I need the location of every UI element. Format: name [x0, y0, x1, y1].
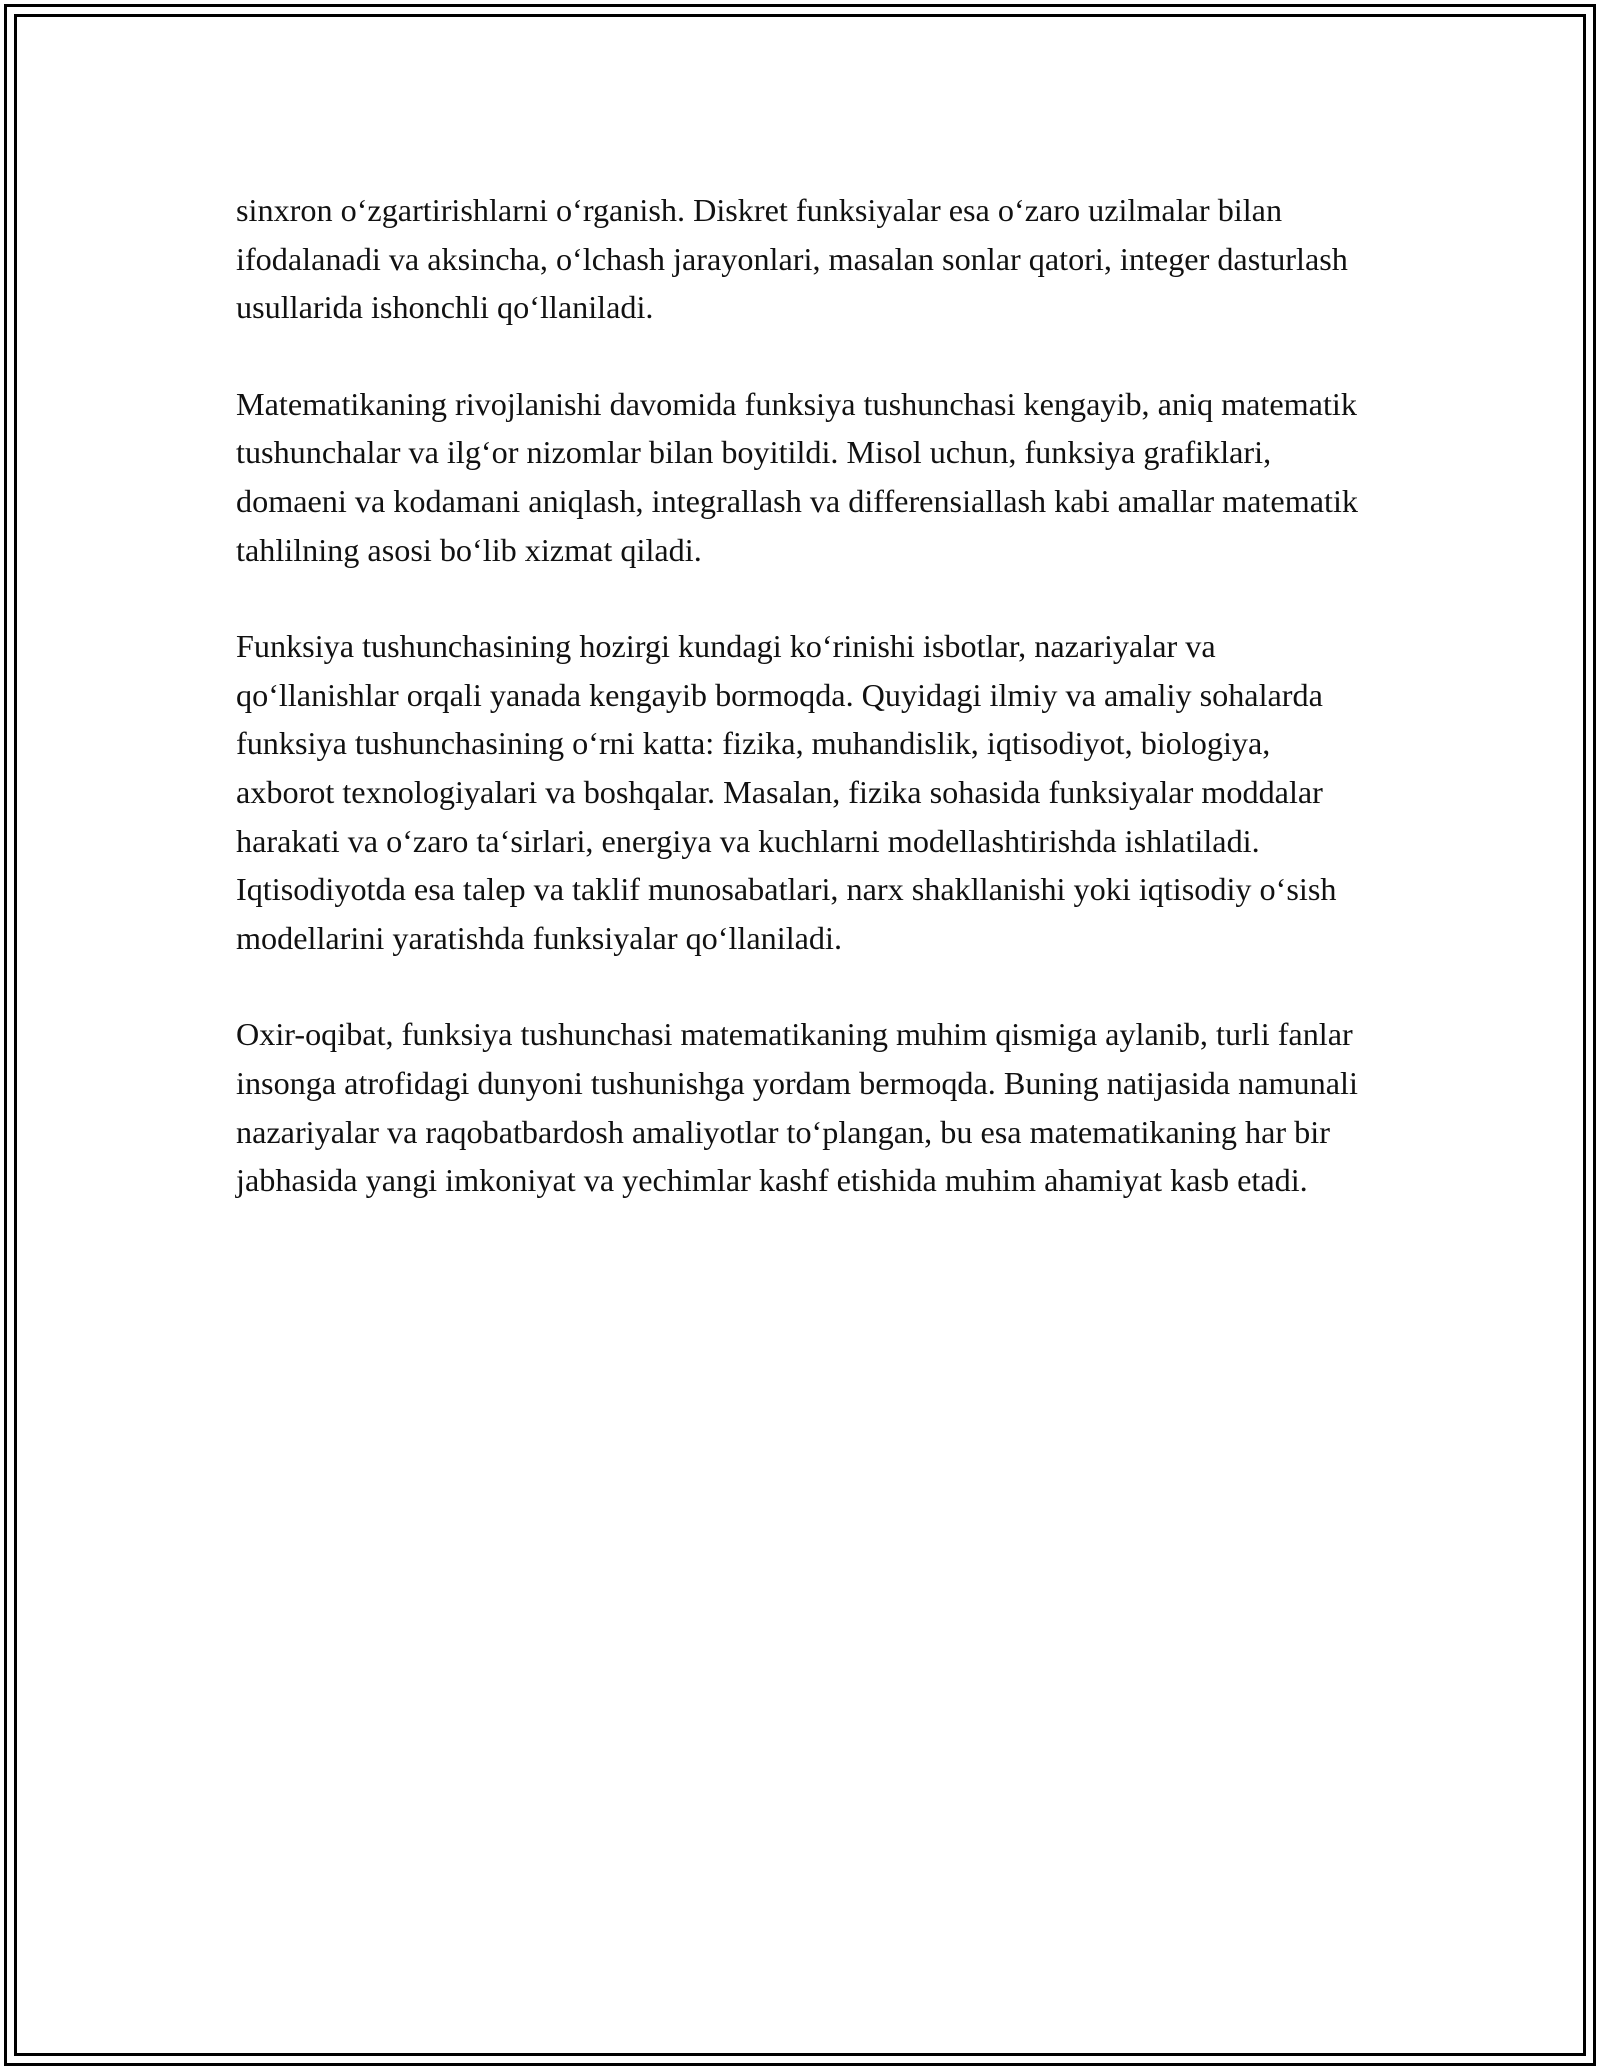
document-body: [236, 186, 1376, 1253]
paragraph-3: Funksiya tushunchasining hozirgi kundagi ko‘rinishi isbotlar, nazariyalar va qo‘llanishlar orqali yanada kengayib bormoqda. Quyidagi ilmiy va amaliy sohalarda funksiya tushunchasining o‘rni katta: fizika, muhandislik, iqtisodiyot, biologiya, axborot texnologiyalari va boshqalar. Masalan, fizika sohasida funksiyalar moddalar harakati va o‘zaro ta‘sirlari, energiya va kuchlarni modellashtirishda ishlatiladi. Iqtisodiyotda esa talep va taklif munosabatlari, narx shakllanishi yoki iqtisodiy o‘sish modellarini yaratishda funksiyalar qo‘llaniladi.: [236, 628, 1337, 956]
paragraph-4: Oxir-oqibat, funksiya tushunchasi matematikaning muhim qismiga aylanib, turli fanlar insonga atrofidagi dunyoni tushunishga yordam bermoqda. Buning natijasida namunali nazariyalar va raqobatbardosh amaliyotlar to‘plangan, bu esa matematikaning har bir jabhasida yangi imkoniyat va yechimlar kashf etishida muhim ahamiyat kasb etadi.: [236, 1016, 1358, 1199]
paragraph-2: Matematikaning rivojlanishi davomida funksiya tushunchasi kengayib, aniq matematik tushunchalar va ilg‘or nizomlar bilan boyitildi. Misol uchun, funksiya grafiklari, domaeni va kodamani aniqlash, integrallash va differensiallash kabi amallar matematik tahlilning asosi bo‘lib xizmat qiladi.: [236, 385, 1359, 568]
paragraph-1: sinxron o‘zgartirishlarni o‘rganish. Diskret funksiyalar esa o‘zaro uzilmalar bilan ifodalanadi va aksincha, o‘lchash jarayonlari, masalan sonlar qatori, integer dasturlash usullarida ishonchli qo‘llaniladi.: [236, 192, 1348, 326]
